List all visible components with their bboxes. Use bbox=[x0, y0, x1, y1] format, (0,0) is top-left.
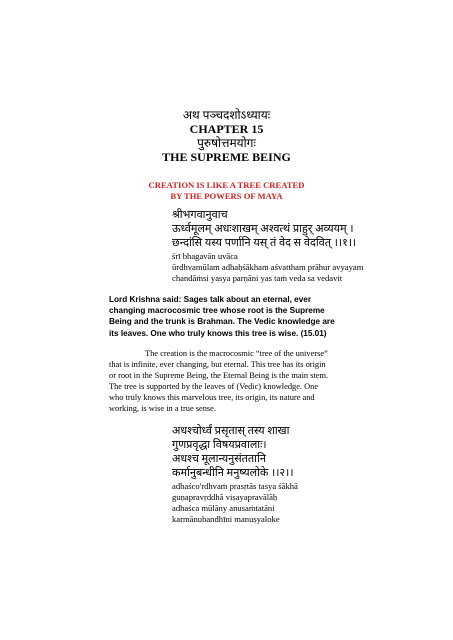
verse1-devanagari-line-3: छन्दांसि यस्य पर्णानि यस् तं वेद स वेदवित् ।।१।। bbox=[172, 237, 357, 249]
commentary-line: The tree is supported by the leaves of (Vedic) knowledge. One bbox=[109, 382, 319, 392]
commentary-line: or root in the Supreme Being, the Eternal Being is the main stem. bbox=[109, 371, 329, 381]
translation-line: its leaves. One who truly knows this tree is wise. (15.01) bbox=[109, 328, 327, 338]
verse2-devanagari-line-3: अधश्च मूलान्यनुसंततानि bbox=[172, 453, 266, 465]
verse1-devanagari-line-2: ऊर्ध्वमूलम् अधःशाखम् अश्वत्थं प्राहुर् अव्ययम् । bbox=[172, 223, 354, 235]
commentary-line: The creation is the macrocosmic “tree of the universe” bbox=[145, 349, 328, 358]
verse2-translit-line-1: adhaśco'rdhvaṁ prasṛtās tasya śākhā bbox=[172, 481, 298, 491]
verse2-devanagari-line-2: गुणप्रवृद्धा विषयप्रवालाः। bbox=[172, 439, 267, 451]
verse2-devanagari-line-4: कर्मानुबन्धीनि मनुष्यलोके ।।२।। bbox=[172, 467, 294, 479]
verse2-translit-line-2: guṇapravṛddhā viṣayapravālāḥ bbox=[172, 492, 278, 502]
chapter-sanskrit-title: पुरुषोत्तमयोगः bbox=[197, 136, 256, 150]
verse1-translit-line-3: chandāṁsi yasya parṇāni yas taṁ veda sa vedavit bbox=[172, 273, 343, 283]
verse2-translit-line-4: karmānubandhīni manuṣyaloke bbox=[172, 514, 280, 524]
translation-line: Lord Krishna said: Sages talk about an eternal, ever bbox=[109, 295, 312, 304]
commentary-line: who truly knows this marvelous tree, its origin, its nature and bbox=[109, 393, 315, 403]
verse2-translit-line-3: adhaśca mūlāny anusaṁtatāni bbox=[172, 503, 275, 513]
verse1-translit-line-2: ūrdhvamūlam adhaḥśākham aśvattham prāhur avyayam bbox=[172, 262, 364, 272]
section-subtitle-line-2: BY THE POWERS OF MAYA bbox=[170, 191, 283, 201]
verse2-devanagari-line-1: अधश्चोर्ध्वं प्रसृतास् तस्य शाखा bbox=[172, 425, 290, 437]
verse1-translit-line-1: śrī bhagavān uvāca bbox=[172, 251, 238, 261]
verse1-devanagari-line-1: श्रीभगवानुवाच bbox=[172, 209, 228, 221]
translation-line: Being and the trunk is Brahman. The Vedic knowledge are bbox=[109, 317, 335, 327]
commentary-line: working, is wise in a true sense. bbox=[109, 404, 216, 414]
verse-translation bbox=[109, 294, 349, 339]
commentary-paragraph bbox=[109, 348, 349, 415]
translation-line: changing macrocosmic tree whose root is the Supreme bbox=[109, 306, 325, 316]
chapter-sanskrit-heading: अथ पञ्चदशोऽध्यायः bbox=[182, 108, 271, 122]
commentary-line: that is infinite, ever changing, but eternal. This tree has its origin bbox=[109, 360, 326, 370]
section-subtitle-line-1: CREATION IS LIKE A TREE CREATED bbox=[148, 180, 305, 190]
chapter-number: CHAPTER 15 bbox=[189, 122, 264, 136]
chapter-english-title: THE SUPREME BEING bbox=[162, 150, 291, 164]
